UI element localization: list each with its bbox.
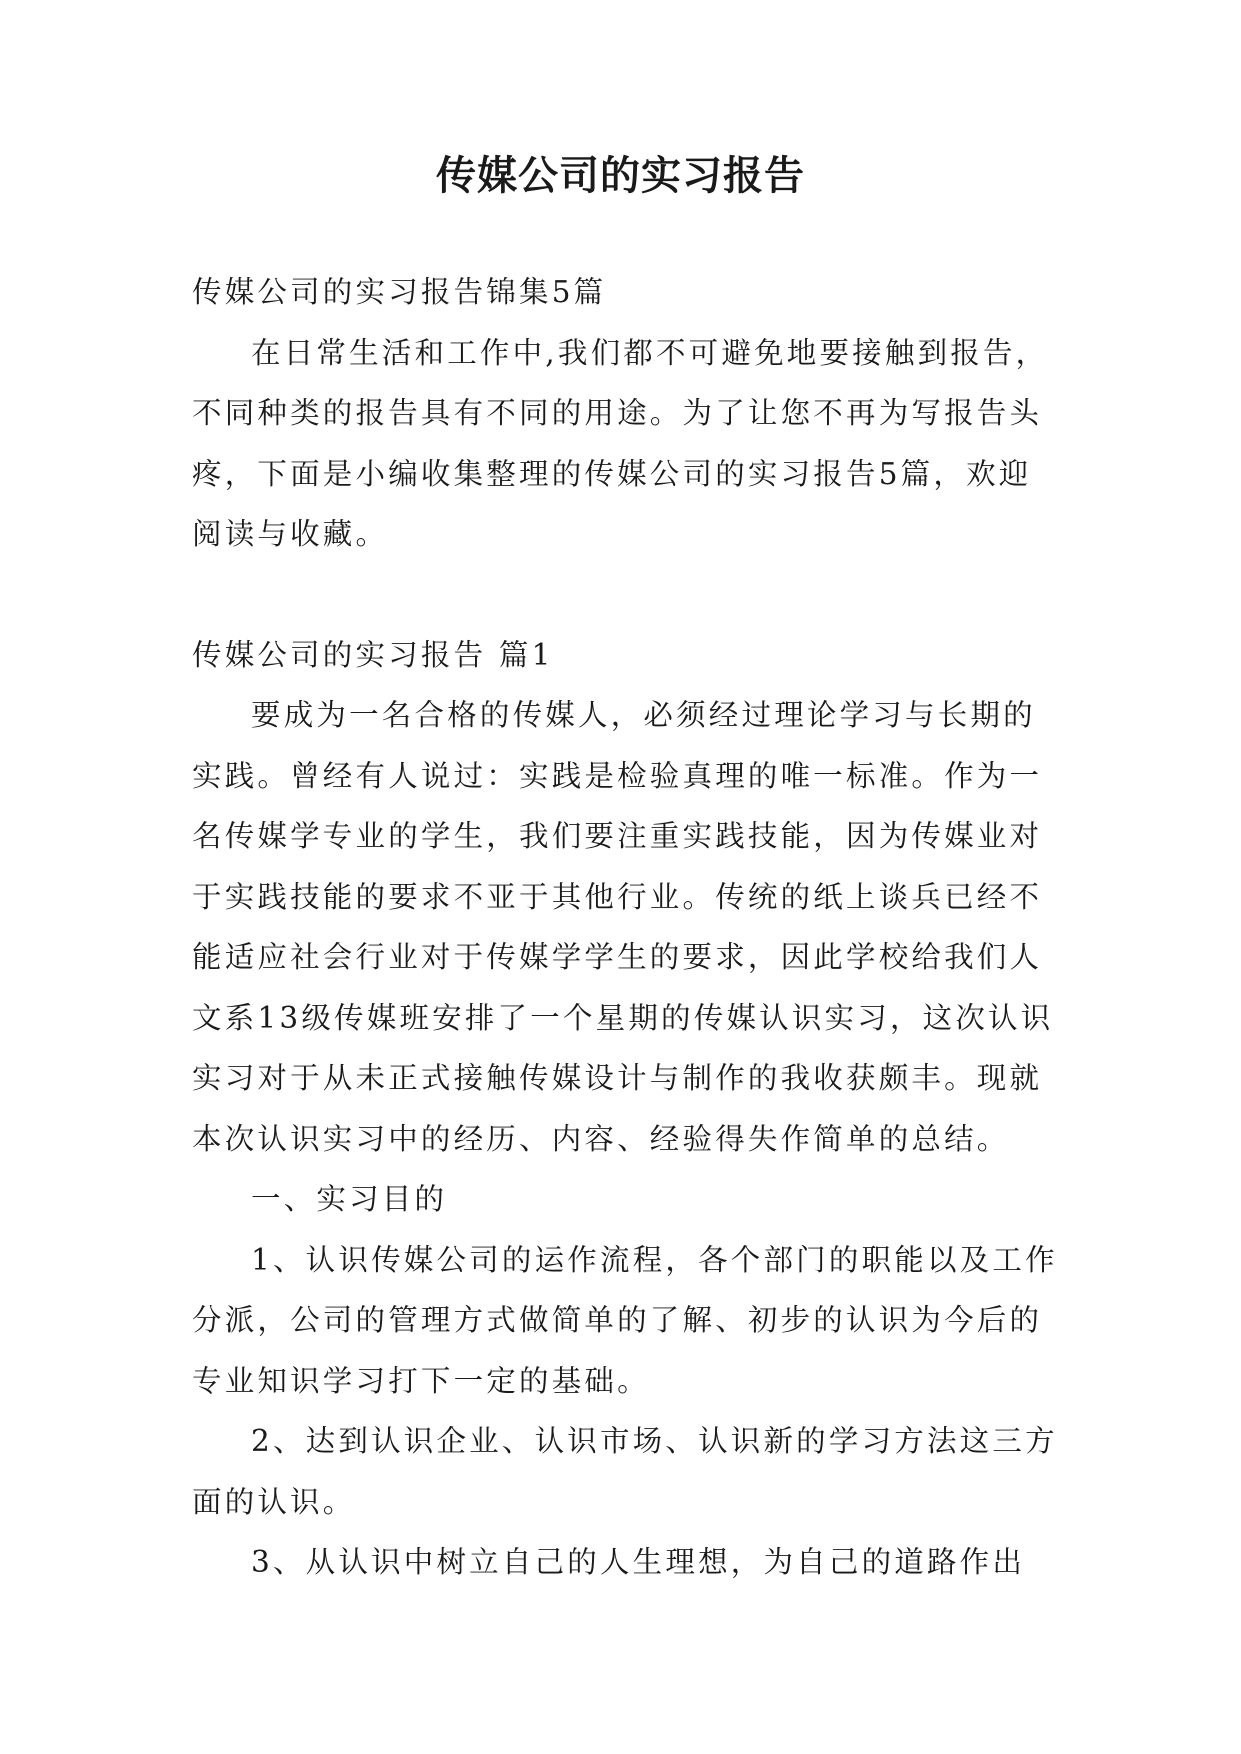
document-title: 传媒公司的实习报告 bbox=[436, 152, 805, 199]
purpose-item-1: 1、认识传媒公司的运作流程，各个部门的职能以及工作分派，公司的管理方式做简单的了解、初步的认识为今后的专业知识学习打下一定的基础。 bbox=[192, 1242, 1058, 1398]
document-subtitle: 传媒公司的实习报告锦集5篇 bbox=[192, 275, 607, 309]
section-gap bbox=[192, 565, 1062, 625]
purpose-heading: 一、实习目的 bbox=[251, 1182, 448, 1216]
purpose-item-2: 2、达到认识企业、认识市场、认识新的学习方法这三方面的认识。 bbox=[192, 1424, 1058, 1519]
section-heading: 传媒公司的实习报告 篇1 bbox=[192, 637, 554, 672]
document-body bbox=[192, 262, 1062, 1593]
intro-paragraph: 在日常生活和工作中,我们都不可避免地要接触到报告，不同种类的报告具有不同的用途。为了让您不再为写报告头疼，下面是小编收集整理的传媒公司的实习报告5篇，欢迎阅读与收藏。 bbox=[192, 335, 1049, 551]
purpose-item-3: 3、从认识中树立自己的人生理想，为自己的道路作出 bbox=[251, 1545, 1026, 1579]
body-paragraph: 要成为一名合格的传媒人，必须经过理论学习与长期的实践。曾经有人说过：实践是检验真理的唯一标准。作为一名传媒学专业的学生，我们要注重实践技能，因为传媒业对于实践技能的要求不亚于其他行业。传统的纸上谈兵已经不能适应社会行业对于传媒学学生的要求，因此学校给我们人文系13级传媒班安排了一个星期的传媒认识实习，这次认识实习对于从未正式接触传媒设计与制作的我收获颇丰。现就本次认识实习中的经历、内容、经验得失作简单的总结。 bbox=[192, 698, 1054, 1156]
